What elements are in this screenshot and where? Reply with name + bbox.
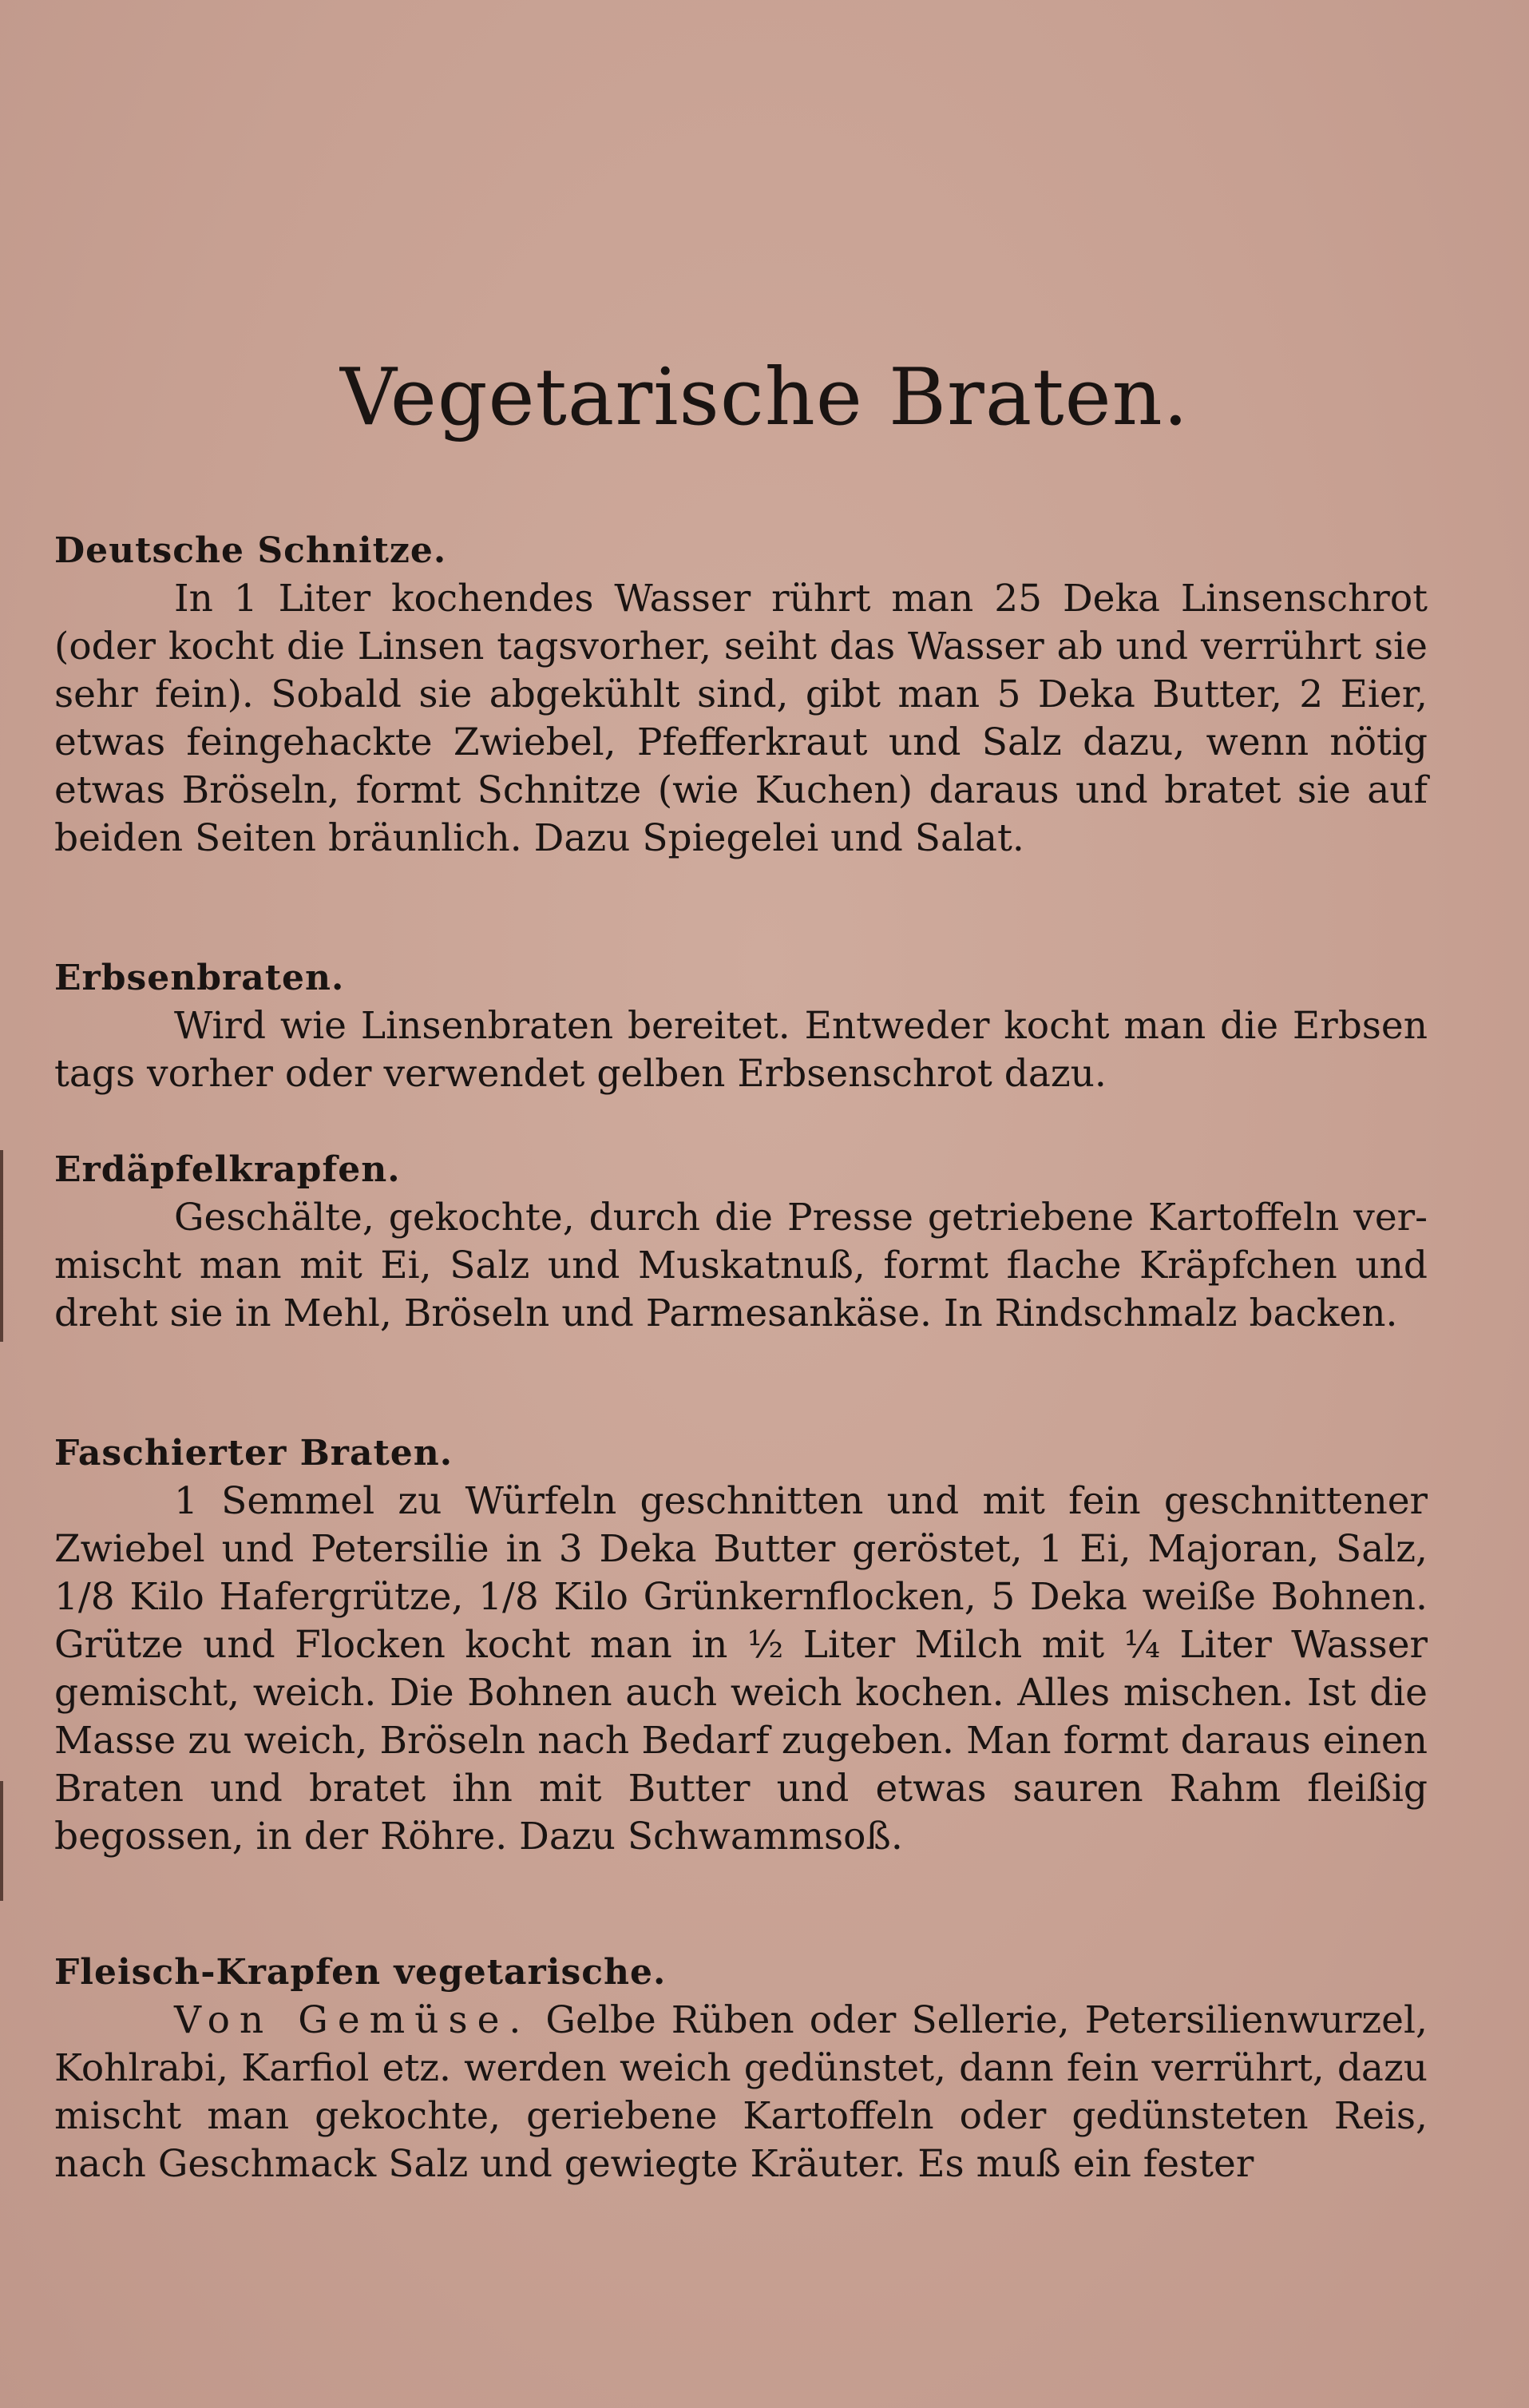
recipe-body-text: Gelbe Rüben oder Sellerie, Petersilienwurzel, Kohlrabi, Karfiol etz. werden weich gedünstet, dann fein verrührt, dazu mischt man gekochte, geriebene Kartoffeln oder gedünsteten Reis, nach Geschmack Salz und gewiegte Kräuter. Es muß ein fester	[54, 1998, 1428, 2186]
page-edge-mark	[0, 1150, 3, 1342]
recipe-title: Fleisch-Krapfen vegetarische.	[54, 1952, 667, 1993]
recipe-deutsche-schnitze	[54, 527, 1428, 863]
recipe-body: 1 Semmel zu Würfeln geschnitten und mit fein geschnittener Zwiebel und Petersilie in 3 Deka Butter geröstet, 1 Ei, Majoran, Salz, 1/8 Kilo Hafergrütze, 1/8 Kilo Grünkernflocken, 5 Deka weiße Bohnen. Grütze und Flocken kocht man in ½ Liter Milch mit ¼ Liter Wasser gemischt, weich. Die Bohnen auch weich kochen. Alles mischen. Ist die Masse zu weich, Bröseln nach Bedarf zugeben. Man formt daraus einen Braten und bratet ihn mit Butter und etwas sauren Rahm fleißig begossen, in der Röhre. Dazu Schwammsoß.	[54, 1479, 1428, 1859]
recipe-lead: Von Gemüse.	[174, 1998, 531, 2042]
recipe-erbsenbraten	[54, 954, 1428, 1098]
recipe-body: Wird wie Linsenbraten bereitet. Entweder kocht man die Erbsen tags vorher oder verwendet gelben Erbsenschrot dazu.	[54, 1004, 1428, 1096]
recipe-title: Erbsenbraten.	[54, 958, 345, 998]
recipe-title: Erdäpfelkrapfen.	[54, 1149, 401, 1190]
recipe-fleisch-krapfen	[54, 1949, 1428, 2188]
recipe-erdaepfelkrapfen	[54, 1146, 1428, 1338]
recipe-title: Faschierter Braten.	[54, 1433, 454, 1474]
page-title: Vegetarische Braten.	[340, 352, 1189, 443]
recipe-faschierter-braten	[54, 1430, 1428, 1861]
recipe-title: Deutsche Schnitze.	[54, 530, 447, 571]
recipe-body	[54, 1997, 1428, 2188]
recipe-body: Geschälte, gekochte, durch die Presse getriebene Kartoffeln vermischt man mit Ei, Salz und Muskatnuß, formt flache Kräpfchen und dreht sie in Mehl, Bröseln und Parmesankäse. In Rindschmalz backen.	[54, 1196, 1428, 1335]
recipe-body: In 1 Liter kochendes Wasser rührt man 25 Deka Linsenschrot (oder kocht die Linsen tagsvorher, seiht das Wasser ab und verrührt sie sehr fein). Sobald sie abgekühlt sind, gibt man 5 Deka Butter, 2 Eier, etwas feingehackte Zwiebel, Pfefferkraut und Salz dazu, wenn nötig etwas Bröseln, formt Schnitze (wie Kuchen) daraus und bratet sie auf beiden Seiten bräunlich. Dazu Spiegelei und Salat.	[54, 577, 1428, 860]
page-edge-mark	[0, 1781, 3, 1901]
